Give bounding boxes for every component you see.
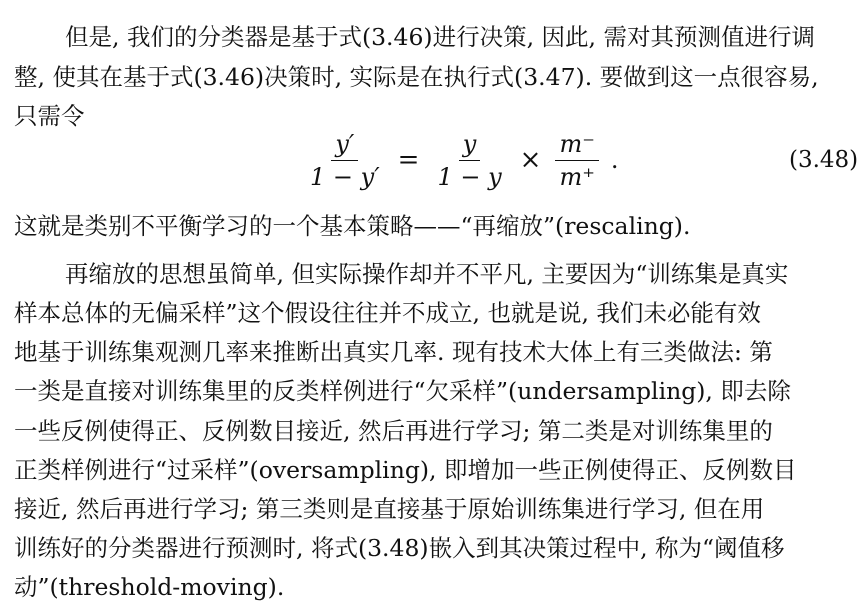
paragraph-3-line-4: 一类是直接对训练集里的反类样例进行“欠采样”(undersampling), 即去除 [14,377,791,405]
paragraph-1-line-2: 整, 使其在基于式(3.46)决策时, 实际是在执行式(3.47). 要做到这一点很容易, [14,63,819,91]
paragraph-3-line-6: 正类样例进行“过采样”(oversampling), 即增加一些正例使得正、反例数目 [14,456,797,484]
paragraph-3-line-2: 样本总体的无偏采样”这个假设往往并不成立, 也就是说, 我们未必能有效 [14,299,761,327]
ratio-fraction [555,128,598,193]
equation-number: (3.48) [789,147,859,173]
paragraph-3-line-8: 训练好的分类器进行预测时, 将式(3.48)嵌入到其决策过程中, 称为“阈值移 [14,534,785,562]
paragraph-2-line-1: 这就是类别不平衡学习的一个基本策略——“再缩放”(rescaling). [14,212,691,240]
equals-sign: = [397,145,420,175]
lhs-fraction [306,128,384,193]
paragraph-1-line-1: 但是, 我们的分类器是基于式(3.46)进行决策, 因此, 需对其预测值进行调 [65,23,815,51]
lhs-denominator: 1 − y′ [310,162,380,191]
ratio-numerator: m⁻ [555,128,598,161]
paragraph-3-line-5: 一些反例使得正、反例数目接近, 然后再进行学习; 第二类是对训练集里的 [14,417,773,445]
rhs-denominator: 1 − y [437,162,502,191]
rhs-fraction [433,128,505,193]
rhs-numerator: y [459,128,481,161]
paragraph-3-line-3: 地基于训练集观测几率来推断出真实几率. 现有技术大体上有三类做法: 第 [14,338,773,366]
paragraph-3-line-7: 接近, 然后再进行学习; 第三类则是直接基于原始训练集进行学习, 但在用 [14,495,765,523]
paragraph-3-line-1: 再缩放的思想虽简单, 但实际操作却并不平凡, 主要因为“训练集是真实 [65,260,789,288]
equation-3-48 [300,120,619,200]
paragraph-1-line-3: 只需令 [14,102,85,130]
equation-period: . [610,146,619,174]
times-sign: × [519,145,542,175]
paragraph-3-line-9: 动”(threshold-moving). [14,573,285,601]
ratio-denominator: m⁺ [559,162,595,191]
lhs-numerator: y′ [331,128,358,161]
